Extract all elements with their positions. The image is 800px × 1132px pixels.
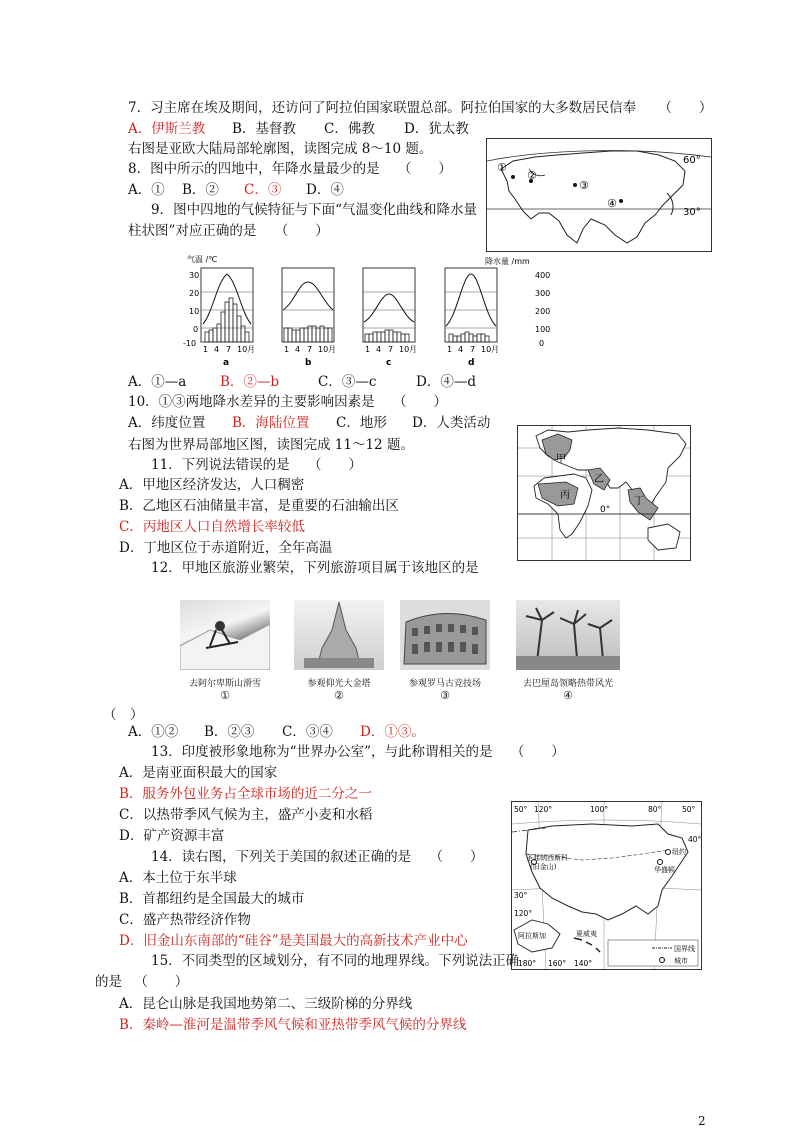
q7-options bbox=[128, 120, 469, 138]
svg-text:月: 月 bbox=[409, 345, 417, 354]
q12-option-d[interactable]: D．①③。 bbox=[360, 724, 425, 740]
city-newyork: 纽约 bbox=[672, 848, 686, 856]
q12-option-c[interactable]: C．③④ bbox=[282, 724, 333, 740]
svg-text:30: 30 bbox=[189, 271, 200, 280]
q9-option-c[interactable]: C．③—c bbox=[318, 374, 377, 390]
q8-option-d[interactable]: D．④ bbox=[306, 182, 344, 198]
svg-text:1: 1 bbox=[365, 345, 371, 354]
climate-panel-d bbox=[445, 268, 497, 342]
svg-text:7: 7 bbox=[388, 345, 394, 354]
usa-map bbox=[511, 801, 702, 970]
intro-8-10: 右图是亚欧大陆局部轮廓图，读图完成 8～10 题。 bbox=[128, 141, 433, 157]
svg-text:1: 1 bbox=[447, 345, 453, 354]
photo-bali-tropical bbox=[516, 600, 620, 670]
svg-text:d: d bbox=[468, 358, 475, 368]
q8-option-c[interactable]: C．③ bbox=[244, 182, 282, 198]
q14-option-a[interactable]: A．本土位于东半球 bbox=[119, 870, 237, 886]
city-sanfrancisco: 圣弗朗西斯科 bbox=[526, 854, 568, 862]
q11-option-b[interactable]: B．乙地区石油储量丰富，是重要的石油输出区 bbox=[119, 498, 399, 514]
caption-4: 去巴厘岛领略热带风光 bbox=[522, 679, 613, 689]
svg-text:80°: 80° bbox=[648, 805, 662, 814]
q13-stem: 13．印度被形象地称为“世界办公室”，与此称谓相关的是 （ ） bbox=[151, 744, 565, 760]
label-alaska: 阿拉斯加 bbox=[518, 932, 546, 940]
q7-option-c[interactable]: C．佛教 bbox=[324, 121, 375, 137]
svg-text:100: 100 bbox=[535, 325, 551, 334]
q8-options bbox=[128, 181, 344, 199]
q10-option-a[interactable]: A．纬度位置 bbox=[128, 415, 206, 431]
climate-charts bbox=[183, 252, 555, 368]
svg-text:0: 0 bbox=[193, 325, 199, 334]
q9-stem-2: 柱状图”对应正确的是 （ ） bbox=[128, 223, 329, 239]
q10-option-b[interactable]: B．海陆位置 bbox=[232, 415, 310, 431]
climate-panel-a bbox=[201, 268, 253, 342]
q14-option-b[interactable]: B．首都纽约是全国最大的城市 bbox=[119, 891, 305, 907]
region-yi: 乙 bbox=[594, 474, 604, 485]
svg-text:10: 10 bbox=[189, 307, 200, 316]
svg-text:160°: 160° bbox=[548, 959, 567, 968]
svg-text:10: 10 bbox=[399, 345, 410, 354]
q12-options bbox=[128, 723, 425, 741]
caption-2: 参观仰光大金塔 bbox=[307, 679, 371, 689]
svg-text:300: 300 bbox=[535, 289, 551, 298]
q13-option-b[interactable]: B．服务外包业务占全球市场的近二分之一 bbox=[119, 786, 372, 802]
svg-text:1: 1 bbox=[203, 345, 209, 354]
svg-text:30°: 30° bbox=[514, 891, 528, 900]
q12-option-a[interactable]: A．①② bbox=[128, 724, 179, 740]
q12-option-b[interactable]: B．②③ bbox=[204, 724, 255, 740]
climate-panel-c bbox=[363, 268, 415, 342]
usa-map-legend bbox=[608, 940, 698, 966]
svg-text:7: 7 bbox=[226, 345, 232, 354]
page-number: 2 bbox=[698, 1114, 706, 1128]
caption-1: 去阿尔卑斯山滑雪 bbox=[188, 679, 261, 689]
svg-text:120°: 120° bbox=[514, 909, 533, 918]
q9-option-a[interactable]: A．①—a bbox=[128, 374, 187, 390]
q13-option-c[interactable]: C．以热带季风气候为主，盛产小麦和水稻 bbox=[119, 807, 373, 823]
svg-text:50°: 50° bbox=[682, 805, 696, 814]
q8-option-b[interactable]: B．② bbox=[182, 182, 219, 198]
marker-4: ④ bbox=[607, 197, 617, 210]
svg-text:100°: 100° bbox=[590, 805, 609, 814]
lat-60: 60° bbox=[683, 155, 701, 166]
svg-text:月: 月 bbox=[328, 345, 336, 354]
region-jia: 甲 bbox=[556, 454, 566, 465]
svg-text:(旧金山): (旧金山) bbox=[530, 863, 557, 871]
q7-option-d[interactable]: D．犹太教 bbox=[404, 121, 469, 137]
svg-text:10: 10 bbox=[318, 345, 329, 354]
marker-2: ② bbox=[527, 169, 537, 182]
city-washington: 华盛顿 bbox=[654, 866, 675, 874]
q11-option-a[interactable]: A．甲地区经济发达，人口稠密 bbox=[119, 477, 305, 493]
marker-1: ① bbox=[497, 161, 507, 174]
svg-text:城市: 城市 bbox=[674, 957, 688, 965]
q12-paren: （ ） bbox=[103, 707, 144, 723]
svg-text:a: a bbox=[223, 358, 230, 368]
svg-text:200: 200 bbox=[535, 307, 551, 316]
svg-text:国界线: 国界线 bbox=[674, 945, 695, 953]
q13-option-a[interactable]: A．是南亚面积最大的国家 bbox=[119, 765, 278, 781]
q14-option-d[interactable]: D．旧金山东南部的“硅谷”是美国最大的高新技术产业中心 bbox=[119, 933, 468, 949]
svg-text:b: b bbox=[305, 358, 312, 368]
q15-option-b[interactable]: B．秦岭—淮河是温带季风气候和亚热带季风气候的分界线 bbox=[119, 1017, 467, 1033]
q14-option-c[interactable]: C．盛产热带经济作物 bbox=[119, 912, 251, 928]
svg-text:20: 20 bbox=[189, 289, 200, 298]
climate-panel-b bbox=[282, 268, 334, 342]
svg-text:120°: 120° bbox=[534, 805, 553, 814]
q7-option-a[interactable]: A．伊斯兰教 bbox=[128, 121, 206, 137]
svg-text:400: 400 bbox=[535, 271, 551, 280]
q9-option-d[interactable]: D．④—d bbox=[416, 374, 476, 390]
q13-option-d[interactable]: D．矿产资源丰富 bbox=[119, 828, 225, 844]
svg-text:4: 4 bbox=[214, 345, 220, 354]
lat-30: 30° bbox=[683, 207, 701, 218]
equator-label: 0° bbox=[600, 505, 611, 515]
precip-axis-label: 降水量 /mm bbox=[485, 257, 530, 266]
q10-stem: 10．①③两地降水差异的主要影响因素是 （ ） bbox=[128, 394, 447, 410]
q11-stem: 11．下列说法错误的是 （ ） bbox=[151, 457, 362, 473]
q7-option-b[interactable]: B．基督教 bbox=[232, 121, 296, 137]
temp-axis-label: 气温 /℃ bbox=[187, 255, 218, 264]
svg-text:180°: 180° bbox=[518, 959, 537, 968]
photo-alps-skiing bbox=[180, 600, 270, 670]
eurasia-map bbox=[486, 138, 712, 252]
svg-text:140°: 140° bbox=[574, 959, 593, 968]
q10-option-c[interactable]: C．地形 bbox=[336, 415, 387, 431]
svg-text:0: 0 bbox=[539, 339, 545, 348]
q9-stem-1: 9．图中四地的气候特征与下面“气温变化曲线和降水量 bbox=[151, 202, 477, 218]
svg-text:10: 10 bbox=[481, 345, 492, 354]
svg-text:月: 月 bbox=[247, 345, 255, 354]
svg-text:4: 4 bbox=[295, 345, 301, 354]
marker-3: ③ bbox=[579, 179, 589, 192]
region-bing: 丙 bbox=[560, 490, 570, 501]
svg-text:c: c bbox=[386, 358, 392, 368]
photo-shwedagon-pagoda bbox=[294, 600, 384, 670]
q10-option-d[interactable]: D．人类活动 bbox=[412, 415, 491, 431]
q14-stem: 14．读右图，下列关于美国的叙述正确的是 （ ） bbox=[151, 849, 484, 865]
q9-options bbox=[128, 373, 476, 391]
svg-text:-10: -10 bbox=[183, 339, 197, 348]
q15-option-a[interactable]: A．昆仑山脉是我国地势第二、三级阶梯的分界线 bbox=[119, 996, 413, 1012]
q15-stem-1: 15．不同类型的区域划分，有不同的地理界线。下列说法正确 bbox=[151, 953, 520, 969]
world-map bbox=[517, 425, 691, 561]
q15-stem-2: 的是 （ ） bbox=[95, 974, 189, 990]
q11-option-c[interactable]: C．丙地区人口自然增长率较低 bbox=[119, 519, 305, 535]
q12-stem: 12．甲地区旅游业繁荣，下列旅游项目属于该地区的是 bbox=[151, 560, 479, 576]
q8-option-a[interactable]: A．① bbox=[128, 182, 165, 198]
svg-text:7: 7 bbox=[307, 345, 313, 354]
q11-option-d[interactable]: D．丁地区位于赤道附近，全年高温 bbox=[119, 540, 333, 556]
region-ding: 丁 bbox=[634, 496, 644, 507]
caption-3: 参观罗马古竞技场 bbox=[408, 679, 481, 689]
svg-text:10: 10 bbox=[237, 345, 248, 354]
svg-text:月: 月 bbox=[491, 345, 499, 354]
q9-option-b[interactable]: B．②—b bbox=[220, 374, 280, 390]
photo-roman-colosseum bbox=[400, 600, 490, 670]
svg-text:1: 1 bbox=[284, 345, 290, 354]
label-hawaii: 夏威夷 bbox=[576, 930, 597, 938]
svg-text:7: 7 bbox=[470, 345, 476, 354]
svg-text:50°: 50° bbox=[514, 805, 528, 814]
svg-text:40°: 40° bbox=[688, 835, 701, 844]
q7-stem: 7．习主席在埃及期间，还访问了阿拉伯国家联盟总部。阿拉伯国家的大多数居民信奉 （ ） bbox=[128, 100, 713, 116]
intro-11-12: 右图为世界局部地区图，读图完成 11～12 题。 bbox=[128, 437, 414, 453]
q8-stem: 8．图中所示的四地中，年降水量最少的是 （ ） bbox=[128, 161, 452, 177]
q10-options bbox=[128, 414, 490, 432]
svg-text:4: 4 bbox=[376, 345, 382, 354]
svg-text:4: 4 bbox=[458, 345, 464, 354]
